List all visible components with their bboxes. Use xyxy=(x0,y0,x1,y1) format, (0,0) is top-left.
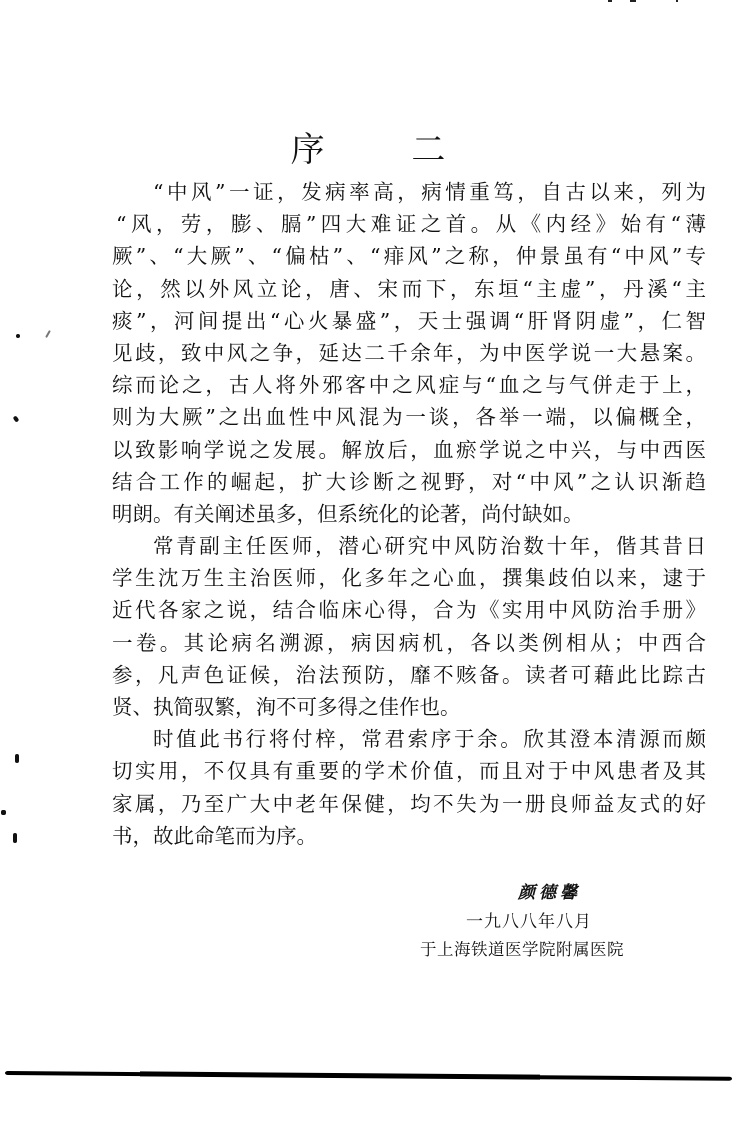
text-line: 论，然以外风立论，唐、宋而下，东垣“主虚”，丹溪“主 xyxy=(112,276,706,301)
text-line: 书，故此命笔而为序。 xyxy=(112,823,317,848)
paragraph-3 xyxy=(112,723,706,852)
signature-date: 一九八八年八月 xyxy=(466,912,592,932)
text-line: 以致影响学说之发展。解放后，血瘀学说之中兴，与中西医 xyxy=(112,437,706,462)
text-line: 近代各家之说，结合临床心得，合为《实用中风防治手册》 xyxy=(112,598,706,623)
text-line: 综而论之，古人将外邪客中之风症与“血之与气併走于上， xyxy=(112,373,706,398)
signature-place: 于上海铁道医学院附属医院 xyxy=(420,940,624,959)
text-line: 切实用，不仅具有重要的学术价值，而且对于中风患者及其 xyxy=(112,759,706,784)
page-title: 序 二 xyxy=(290,130,484,170)
text-line: “风，劳，膨、膈”四大难证之首。从《内经》始有“薄 xyxy=(116,212,706,237)
paragraph-1 xyxy=(112,176,706,530)
text-line: 家属，乃至广大中老年保健，均不失为一册良师益友式的好 xyxy=(112,791,706,816)
scan-speck xyxy=(13,415,20,422)
preface-body xyxy=(112,176,706,852)
scan-speck xyxy=(13,833,17,843)
scan-speck xyxy=(1,810,6,815)
text-line: 一卷。其论病名溯源，病因病机，各以类例相从；中西合 xyxy=(112,630,706,655)
text-line: 结合工作的崛起，扩大诊断之视野，对“中风”之认识渐趋 xyxy=(112,469,706,494)
paragraph-2 xyxy=(112,530,706,723)
text-line: “中风”一证，发病率高，病情重笃，自古以来，列为 xyxy=(153,180,706,204)
text-line: 贤、执简驭繁，洵不可多得之佳作也。 xyxy=(112,695,461,719)
text-line: 厥”、“大厥”、“偏枯”、“痱风”之称，仲景虽有“中风”专 xyxy=(112,244,706,269)
text-line: 则为大厥”之出血性中风混为一谈，各举一端，以偏概全， xyxy=(112,405,706,430)
scan-speck xyxy=(15,754,19,763)
scan-speck xyxy=(45,330,51,338)
scan-speck xyxy=(16,334,20,338)
text-line: 时值此书行将付梓，常君索序于余。欣其澄本清源而颇 xyxy=(153,727,706,752)
text-line: 常青副主任医师，潜心研究中风防治数十年，偕其昔日 xyxy=(153,534,706,559)
text-line: 参，凡声色证候，治法预防，靡不赅备。读者可藉此比踪古 xyxy=(112,662,706,687)
text-line: 学生沈万生主治医师，化多年之心血，撰集歧伯以来，逮于 xyxy=(112,566,706,591)
bottom-rule-thick xyxy=(140,1071,540,1079)
text-line: 见歧，致中风之争，延达二千余年，为中医学说一大悬案。 xyxy=(112,340,706,365)
scan-artifact-top xyxy=(600,0,720,3)
author-name: 颜德馨 xyxy=(518,883,581,903)
text-line: 明朗。有关阐述虽多，但系统化的论著，尚付缺如。 xyxy=(112,501,584,526)
text-line: 痰”，河间提出“心火暴盛”，天士强调“肝肾阴虚”，仁智 xyxy=(112,308,706,333)
